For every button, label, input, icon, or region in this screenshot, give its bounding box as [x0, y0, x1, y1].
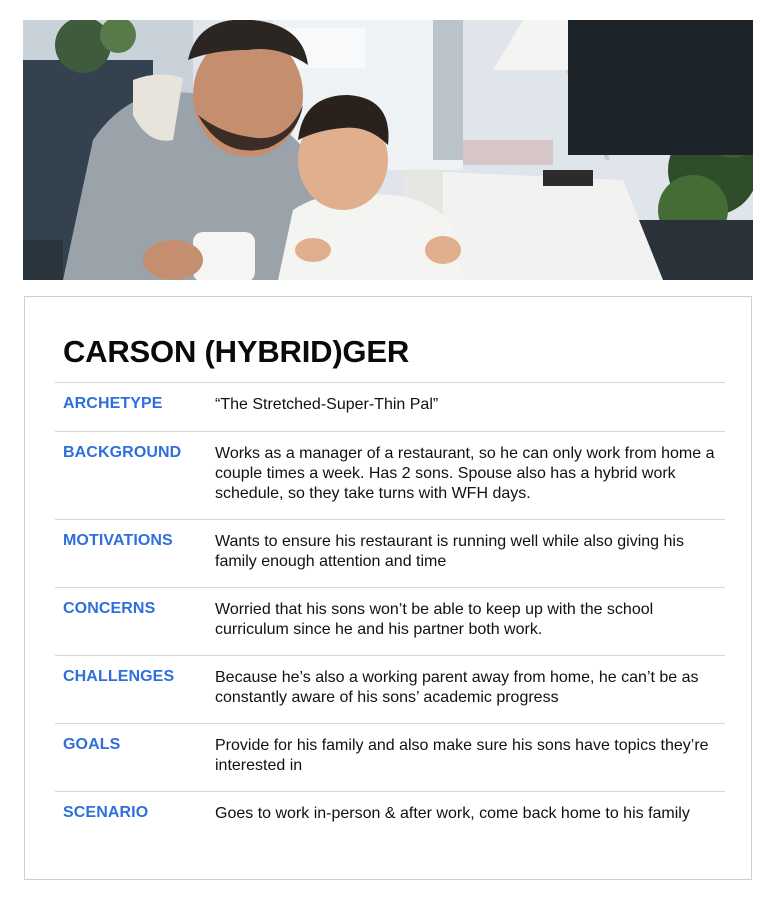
- row-goals: [55, 723, 725, 791]
- row-value: Wants to ensure his restaurant is running well while also giving his family enough attention and time: [215, 533, 684, 570]
- row-value: Works as a manager of a restaurant, so he can only work from home a couple times a week. Has 2 sons. Spouse also has a hybrid work schedule, so they take turns with WFH days.: [215, 445, 715, 502]
- row-scenario: [55, 791, 725, 859]
- persona-title: CARSON (HYBRID)GER: [63, 334, 410, 369]
- row-label: CHALLENGES: [63, 668, 175, 685]
- row-challenges: [55, 655, 725, 723]
- row-motivations: [55, 519, 725, 587]
- row-archetype: [55, 382, 725, 431]
- row-value: Provide for his family and also make sure his sons have topics they’re interested in: [215, 737, 709, 774]
- row-value: Because he’s also a working parent away from home, he can’t be as constantly aware of his sons’ academic progress: [215, 669, 699, 706]
- row-label: GOALS: [63, 736, 121, 753]
- row-value: Worried that his sons won’t be able to keep up with the school curriculum since he and his partner both work.: [215, 601, 654, 638]
- persona-photo: [23, 20, 753, 280]
- row-label: CONCERNS: [63, 600, 156, 617]
- persona-attributes: [55, 382, 725, 859]
- row-value: “The Stretched-Super-Thin Pal”: [215, 396, 439, 413]
- row-background: [55, 431, 725, 519]
- row-value: Goes to work in-person & after work, come back home to his family: [215, 805, 690, 822]
- row-label: BACKGROUND: [63, 444, 182, 461]
- persona-card: [24, 296, 752, 880]
- row-concerns: [55, 587, 725, 655]
- father-and-son-illustration: [23, 20, 753, 280]
- row-label: SCENARIO: [63, 804, 149, 821]
- row-label: MOTIVATIONS: [63, 532, 173, 549]
- row-label: ARCHETYPE: [63, 395, 163, 412]
